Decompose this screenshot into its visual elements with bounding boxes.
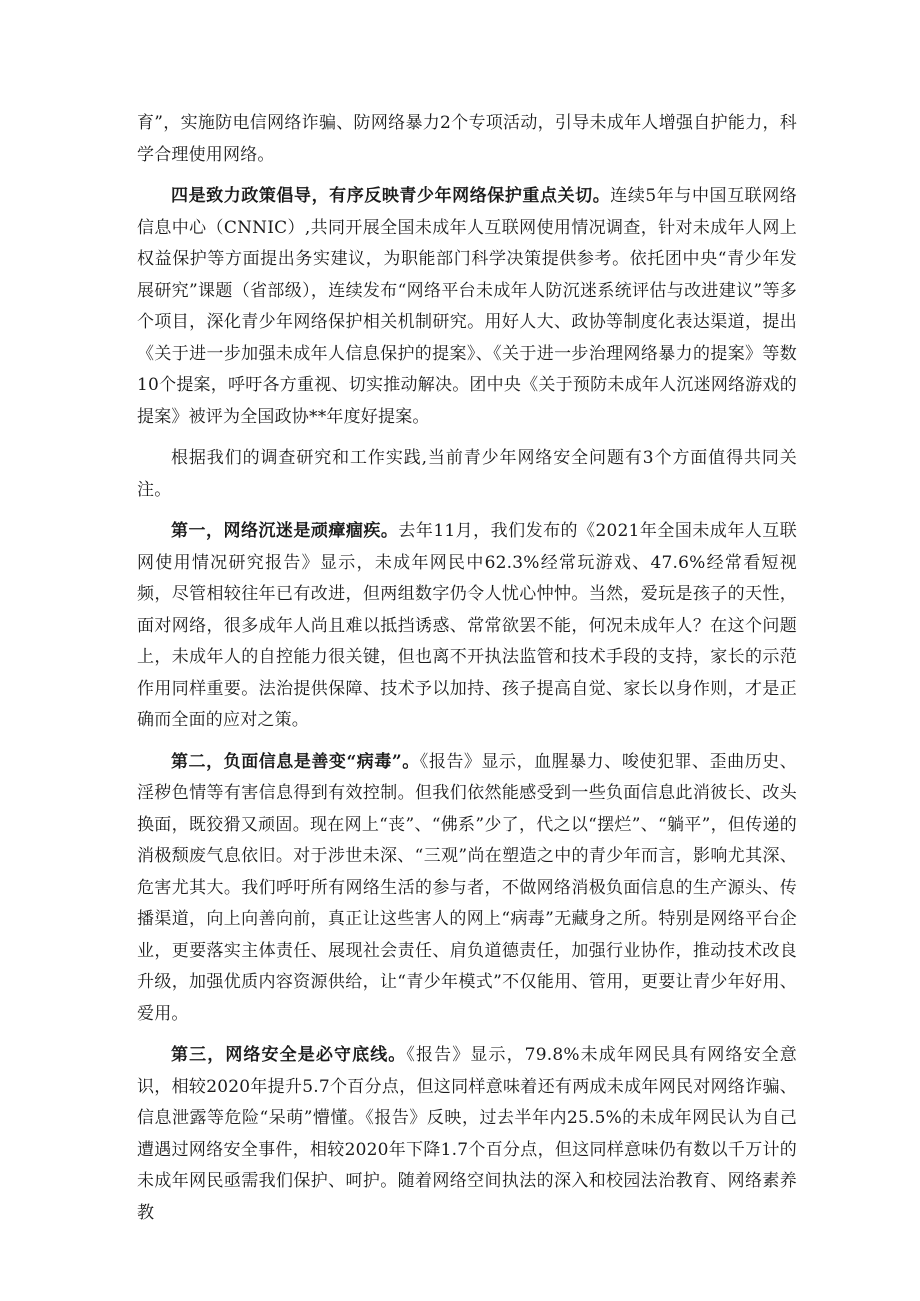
paragraph-lead: 第二，负面信息是善变“病毒”。	[171, 751, 420, 772]
paragraph	[137, 108, 797, 171]
paragraph	[137, 443, 797, 506]
paragraph	[137, 747, 797, 1031]
paragraph-text: 《报告》显示，79.8%未成年网民具有网络安全意识，相较2020年提升5.7个百分点，但这同样意味着还有两成未成年网民对网络诈骗、信息泄露等危险“呆萌”懵懂。《报告》反映，过去半年内25.5%的未成年网民认为自己遭遇过网络安全事件，相较2020年下降1.7个百分点，但这同样意味仍有数以千万计的未成年网民亟需我们保护、呵护。随着网络空间执法的深入和校园法治教育、网络素养教	[137, 1045, 797, 1223]
paragraph-text: 根据我们的调查研究和工作实践,当前青少年网络安全问题有3个方面值得共同关注。	[137, 448, 797, 500]
paragraph-text: 去年11月，我们发布的《2021年全国未成年人互联网使用情况研究报告》显示，未成年网民中62.3%经常玩游戏、47.6%经常看短视频，尽管相较往年已有改进，但两组数字仍令人忧心忡忡。当然，爱玩是孩子的天性，面对网络，很多成年人尚且难以抵挡诱惑、常常欲罢不能，何况未成年人？在这个问题上，未成年人的自控能力很关键，但也离不开执法监管和技术手段的支持，家长的示范作用同样重要。法治提供保障、技术予以加持、孩子提高自觉、家长以身作则，才是正确而全面的应对之策。	[137, 521, 797, 730]
paragraph	[137, 181, 797, 433]
paragraph-text: 育”，实施防电信网络诈骗、防网络暴力2个专项活动，引导未成年人增强自护能力，科学合理使用网络。	[137, 113, 797, 165]
paragraph-lead: 第一，网络沉迷是顽瘴痼疾。	[171, 521, 399, 541]
paragraph-text: 连续5年与中国互联网络信息中心（CNNIC）,共同开展全国未成年人互联网使用情况调查，针对未成年人网上权益保护等方面提出务实建议，为职能部门科学决策提供参考。依托团中央“青少年发展研究”课题（省部级），连续发布“网络平台未成年人防沉迷系统评估与改进建议”等多个项目，深化青少年网络保护相关机制研究。用好人大、政协等制度化表达渠道，提出《关于进一步加强未成年人信息保护的提案》、《关于进一步治理网络暴力的提案》等数10个提案，呼吁各方重视、切实推动解决。团中央《关于预防未成年人沉迷网络游戏的提案》被评为全国政协**年度好提案。	[137, 186, 798, 427]
paragraph	[137, 1040, 797, 1229]
document-page	[137, 108, 797, 1239]
paragraph-text: 《报告》显示，血腥暴力、唆使犯罪、歪曲历史、淫秽色情等有害信息得到有效控制。但我们依然能感受到一些负面信息此消彼长、改头换面，既狡猾又顽固。现在网上“丧”、“佛系”少了，代之以“摆烂”、“躺平”，但传递的消极颓废气息依旧。对于涉世未深、“三观”尚在塑造之中的青少年而言，影响尤其深、危害尤其大。我们呼吁所有网络生活的参与者，不做网络消极负面信息的生产源头、传播渠道，向上向善向前，真正让这些害人的网上“病毒”无藏身之所。特别是网络平台企业，更要落实主体责任、展现社会责任、肩负道德责任，加强行业协作，推动技术改良升级，加强优质内容资源供给，让“青少年模式”不仅能用、管用，更要让青少年好用、爱用。	[137, 751, 797, 1024]
paragraph-lead: 四是致力政策倡导，有序反映青少年网络保护重点关切。	[171, 186, 611, 206]
paragraph	[137, 516, 797, 737]
paragraph-lead: 第三，网络安全是必守底线。	[171, 1045, 407, 1065]
